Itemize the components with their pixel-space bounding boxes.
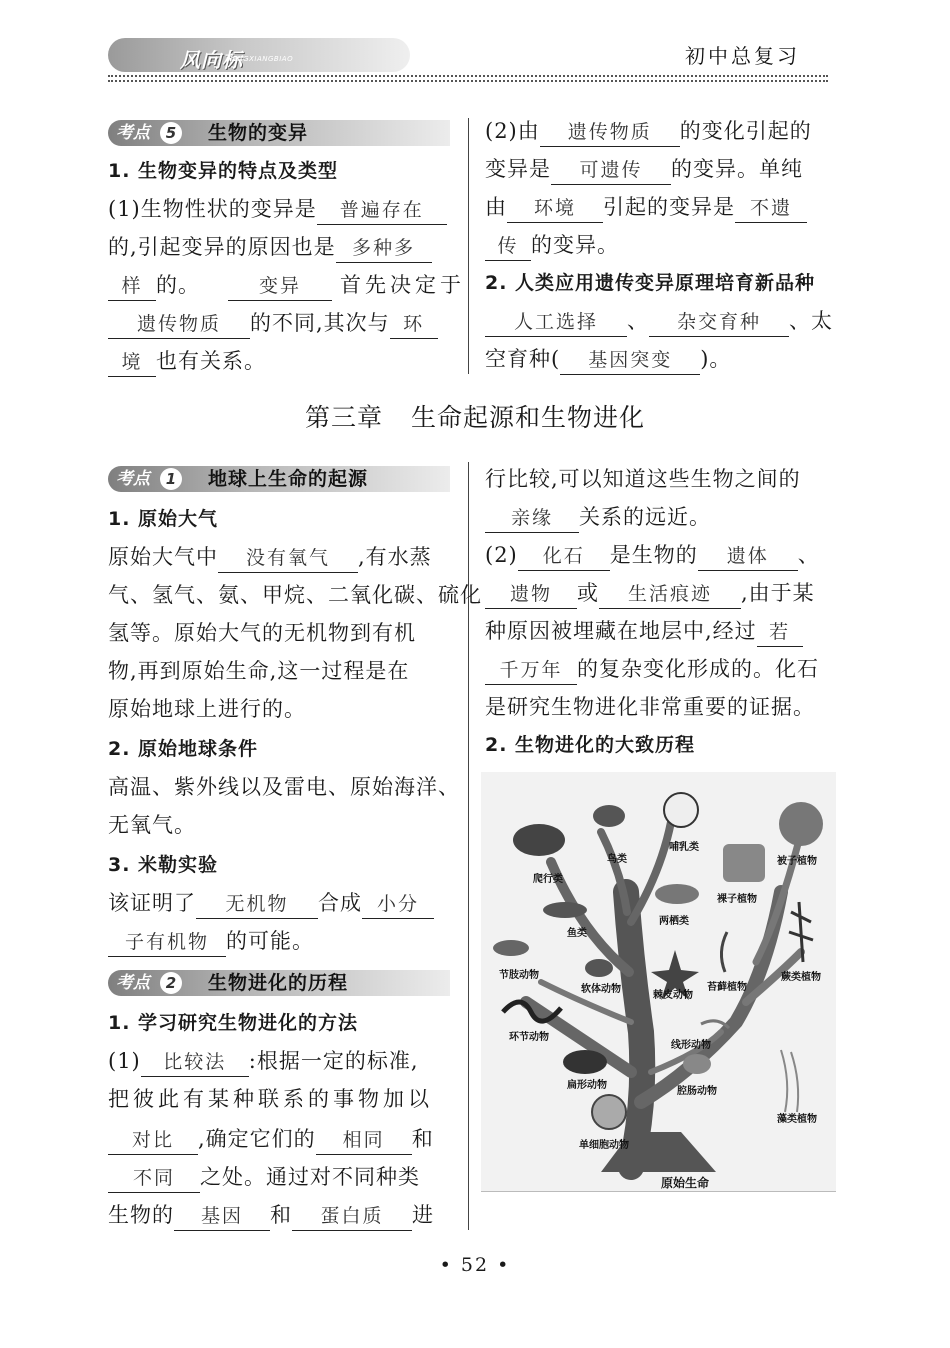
text-line: 原始地球上进行的。 [108, 697, 306, 721]
text-line: 亲缘 关系的远近。 [485, 498, 711, 536]
answer-blank: 普遍存在 [317, 196, 447, 225]
kaodian-title: 生物的变异 [208, 122, 309, 144]
answer-blank: 传 [485, 232, 531, 261]
kaodian-label: 考点 [116, 123, 150, 143]
answer-blank: 化石 [518, 542, 610, 571]
answer-blank: 若 [757, 618, 803, 647]
label-cnidarians: 腔肠动物 [677, 1086, 717, 1097]
kaodian-number: 2 [160, 972, 182, 994]
text-line: (1)生物性状的变异是 普遍存在 [108, 190, 447, 228]
text-line: 境 也有关系。 [108, 342, 266, 380]
label-flatworms: 扁形动物 [567, 1080, 607, 1091]
page-number: • 52 • [439, 1254, 511, 1276]
label-mosses: 苔藓植物 [707, 982, 747, 993]
label-angiosperms: 被子植物 [777, 856, 817, 867]
text-line: 样 的。 变异 首先决定于 [108, 266, 465, 304]
text-line: 是研究生物进化非常重要的证据。 [485, 695, 815, 719]
answer-blank: 相同 [316, 1126, 412, 1155]
text-line: 行比较,可以知道这些生物之间的 [485, 467, 801, 491]
answer-blank: 对比 [108, 1126, 198, 1155]
text-line: 空育种( 基因突变 )。 [485, 340, 731, 378]
heading: 1. 生物变异的特点及类型 [108, 160, 339, 182]
text-line: 遗物 或 生活痕迹 ,由于某 [485, 574, 815, 612]
chapter-title: 第三章 生命起源和生物进化 [304, 403, 646, 432]
answer-blank: 人工选择 [485, 308, 627, 337]
answer-blank: 不同 [108, 1164, 200, 1193]
text-line: 千万年 的复杂变化形成的。化石 [485, 650, 819, 688]
answer-blank: 蛋白质 [292, 1202, 412, 1231]
answer-blank: 基因突变 [560, 346, 700, 375]
answer-blank: 遗体 [698, 542, 798, 571]
text-line: 原始大气中 没有氧气 ,有水蒸 [108, 538, 432, 576]
evolution-tree-figure [481, 772, 836, 1192]
text-line: 气、氢气、氨、甲烷、二氧化碳、硫化 [108, 583, 482, 607]
text-line: 由 环境 引起的变异是 不遗 [485, 188, 807, 226]
label-reptiles: 爬行类 [533, 874, 563, 885]
answer-blank: 环境 [507, 194, 603, 223]
answer-blank: 千万年 [485, 656, 577, 685]
label-arthropods: 节肢动物 [499, 970, 539, 981]
label-algae: 藻类植物 [777, 1114, 817, 1125]
header-rule [108, 75, 828, 82]
text-line: 无氧气。 [108, 813, 196, 837]
answer-blank: 多种多 [336, 234, 432, 263]
label-ferns: 蕨类植物 [781, 972, 821, 983]
answer-blank: 生活痕迹 [599, 580, 741, 609]
label-mollusks: 软体动物 [581, 984, 621, 995]
answer-blank: 子有机物 [108, 928, 226, 957]
answer-blank: 遗物 [485, 580, 577, 609]
header-title: 初中总复习 [685, 44, 800, 68]
text-line: 人工选择 、 杂交育种 、太 [485, 302, 833, 340]
kaodian-1-banner [108, 466, 450, 492]
label-protozoa: 单细胞动物 [579, 1140, 629, 1151]
answer-blank: 杂交育种 [649, 308, 789, 337]
text-line: 的,引起变异的原因也是 多种多 [108, 228, 432, 266]
text-line: 不同 之处。通过对不同种类 [108, 1158, 420, 1196]
answer-blank: 可遗传 [551, 156, 671, 185]
text-line: 变异是 可遗传 的变异。单纯 [485, 150, 803, 188]
answer-blank: 遗传物质 [108, 310, 250, 339]
heading: 2. 原始地球条件 [108, 738, 259, 760]
heading: 3. 米勒实验 [108, 854, 219, 876]
kaodian-number: 5 [160, 122, 182, 144]
column-divider-top [468, 118, 469, 374]
text-line: (2)由 遗传物质 的变化引起的 [485, 112, 812, 150]
text-line: 物,再到原始生命,这一过程是在 [108, 659, 410, 683]
text-line: 遗传物质 的不同,其次与 环 [108, 304, 438, 342]
answer-blank: 样 [108, 272, 156, 301]
label-primitive-life: 原始生命 [661, 1176, 710, 1190]
answer-blank: 无机物 [196, 890, 318, 919]
text-line: 对比 ,确定它们的 相同 和 [108, 1120, 434, 1158]
kaodian-5-banner [108, 120, 450, 146]
text-line: 生物的 基因 和 蛋白质 进 [108, 1196, 434, 1234]
answer-blank: 没有氧气 [218, 544, 358, 573]
text-line: (1) 比较法 :根据一定的标准, [108, 1042, 419, 1080]
answer-blank: 变异 [228, 272, 332, 301]
kaodian-number: 1 [160, 468, 182, 490]
text-line: 该证明了 无机物 合成 小分 [108, 884, 434, 922]
answer-blank: 遗传物质 [540, 118, 680, 147]
label-gymnosperms: 裸子植物 [717, 894, 757, 905]
text-line: 氢等。原始大气的无机物到有机 [108, 621, 416, 645]
text-line: 种原因被埋藏在地层中,经过 若 [485, 612, 803, 650]
text-line: 把彼此有某种联系的事物加以 [108, 1087, 433, 1111]
brand-logo: 风向标 [180, 48, 243, 72]
label-amphibians: 两栖类 [659, 916, 689, 927]
kaodian-label: 考点 [116, 973, 150, 993]
label-annelids: 环节动物 [509, 1032, 549, 1043]
text-line: (2) 化石 是生物的 遗体 、 [485, 536, 820, 574]
answer-blank: 小分 [362, 890, 434, 919]
label-birds: 鸟类 [607, 854, 627, 865]
heading: 1. 原始大气 [108, 508, 219, 530]
answer-blank: 比较法 [141, 1048, 249, 1077]
heading: 2. 人类应用遗传变异原理培育新品种 [485, 272, 816, 294]
text-line: 高温、紫外线以及雷电、原始海洋、 [108, 775, 460, 799]
answer-blank: 不遗 [735, 194, 807, 223]
heading: 2. 生物进化的大致历程 [485, 734, 696, 756]
kaodian-title: 生物进化的历程 [208, 972, 349, 994]
answer-blank: 亲缘 [485, 504, 579, 533]
answer-blank: 基因 [174, 1202, 270, 1231]
label-mammals: 哺乳类 [669, 842, 699, 853]
kaodian-label: 考点 [116, 469, 150, 489]
brand-subtitle: FENGXIANGBIAO [228, 55, 294, 63]
kaodian-2-banner [108, 970, 450, 996]
heading: 1. 学习研究生物进化的方法 [108, 1012, 359, 1034]
label-echinoderms: 棘皮动物 [653, 990, 693, 1001]
label-nematodes: 线形动物 [671, 1040, 711, 1051]
kaodian-title: 地球上生命的起源 [208, 468, 369, 490]
label-fish: 鱼类 [567, 928, 587, 939]
answer-blank: 环 [390, 310, 438, 339]
text-line: 传 的变异。 [485, 226, 619, 264]
answer-blank: 境 [108, 348, 156, 377]
text-line: 子有机物 的可能。 [108, 922, 314, 960]
